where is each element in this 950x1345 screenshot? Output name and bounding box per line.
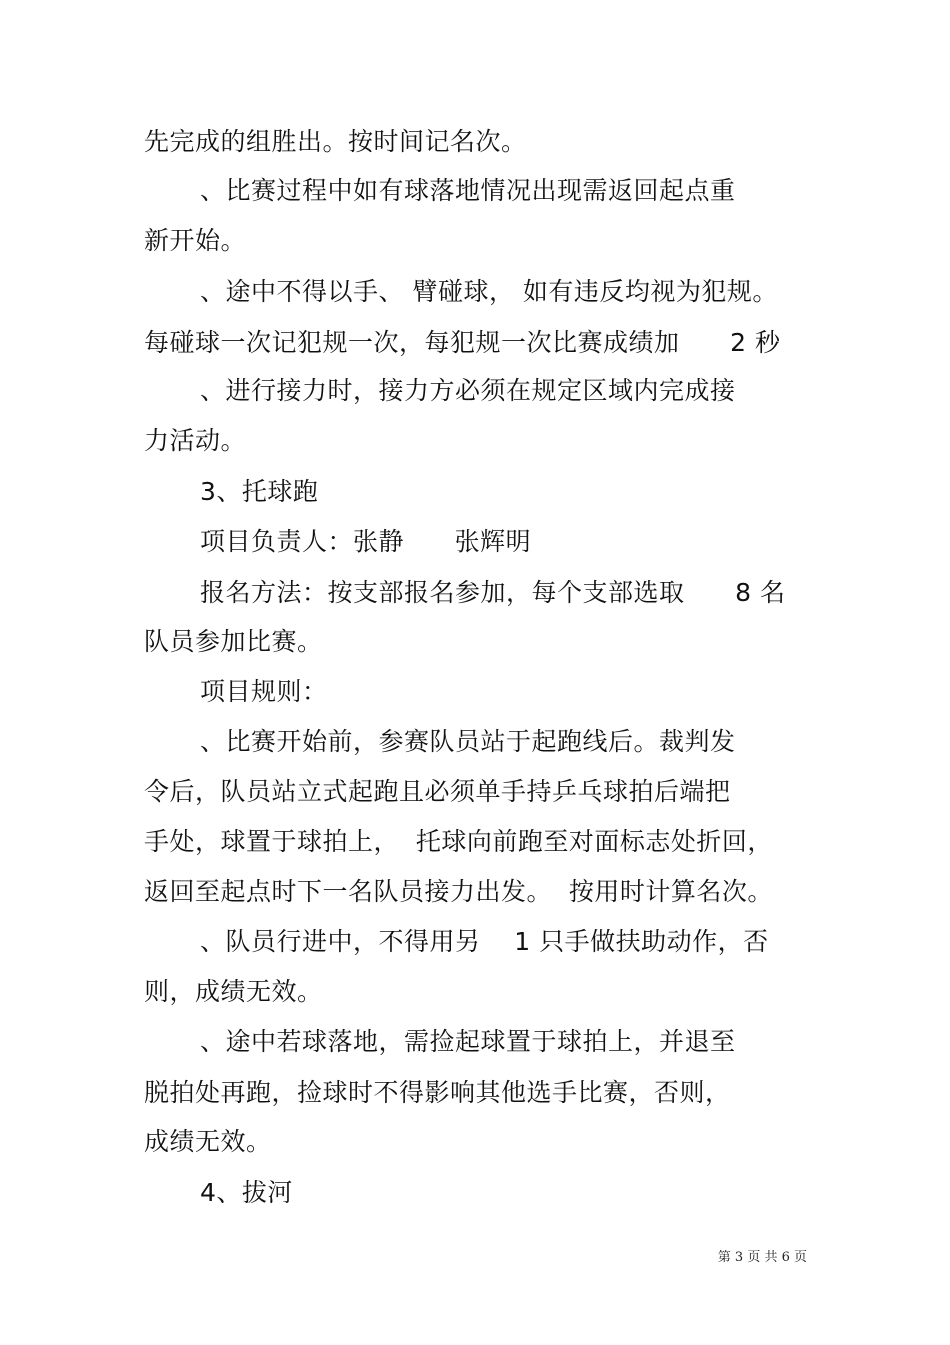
text-line: 、比赛过程中如有球落地情况出现需返回起点重 <box>200 176 736 205</box>
text-line: 先完成的组胜出。按时间记名次。 <box>144 127 527 156</box>
text-line: 脱拍处再跑，捡球时不得影响其他选手比赛，否则， <box>144 1078 731 1107</box>
text-line: 令后，队员站立式起跑且必须单手持乒乓球拍后端把 <box>144 777 731 806</box>
text-line: 项目负责人：张静 张辉明 <box>200 527 532 556</box>
page-number: 第 3 页 共 6 页 <box>717 1250 807 1265</box>
text-line: 、队员行进中，不得用另 1 只手做扶助动作，否 <box>200 927 769 956</box>
text-line: 、比赛开始前，参赛队员站于起跑线后。裁判发 <box>200 727 736 756</box>
text-line: 新开始。 <box>144 226 247 255</box>
text-line: 、途中不得以手、 臂碰球， 如有违反均视为犯规。 <box>200 277 778 306</box>
text-line: 成绩无效。 <box>144 1127 272 1156</box>
text-line: 报名方法：按支部报名参加，每个支部选取 8 名 <box>200 578 786 607</box>
text-line: 、途中若球落地，需捡起球置于球拍上，并退至 <box>200 1027 736 1056</box>
text-line: 每碰球一次记犯规一次，每犯规一次比赛成绩加 2 秒 <box>144 328 781 357</box>
text-line: 、进行接力时，接力方必须在规定区域内完成接 <box>200 376 736 405</box>
text-line: 力活动。 <box>144 426 247 455</box>
text-line: 手处，球置于球拍上， 托球向前跑至对面标志处折回， <box>144 827 773 856</box>
section-heading: 3、托球跑 <box>200 477 319 506</box>
text-line: 队员参加比赛。 <box>144 627 323 656</box>
text-line: 则，成绩无效。 <box>144 977 323 1006</box>
text-line: 返回至起点时下一名队员接力出发。 按用时计算名次。 <box>144 877 773 906</box>
section-heading: 4、拔河 <box>200 1178 293 1207</box>
text-line: 项目规则： <box>200 677 328 706</box>
